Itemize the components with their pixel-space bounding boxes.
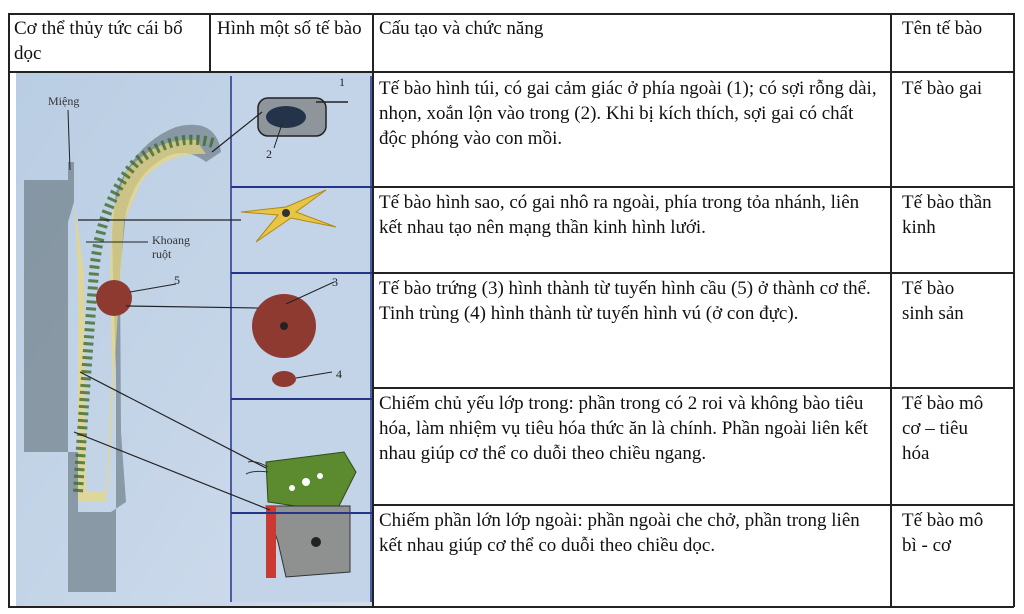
cells-divider-3 <box>231 398 373 400</box>
label-3: 3 <box>332 275 338 289</box>
row-5-desc: Chiếm phần lớn lớp ngoài: phần ngoài che chở, phần trong liên kết nhau giúp cơ thể co duỗi theo chiều dọc. <box>379 510 860 556</box>
label-4: 4 <box>336 367 342 381</box>
cavity-label-1: Khoang <box>152 233 190 247</box>
ovary-gonad <box>96 280 132 316</box>
row-3-desc <box>373 274 888 328</box>
row-divider-1 <box>372 186 1014 188</box>
hydra-illustration <box>16 72 372 606</box>
row-divider-2 <box>372 272 1014 274</box>
row-divider-3 <box>372 387 1014 389</box>
row-1-desc: Tế bào hình túi, có gai cảm giác ở phía ngoài (1); có sợi rỗng dài, nhọn, xoắn lộn vào trong (2). Khi bị kích thích, sợi gai có chất độc phóng vào con mồi. <box>379 78 877 149</box>
row-divider-4 <box>372 504 1014 506</box>
label-1: 1 <box>339 75 345 89</box>
cells-divider-2 <box>231 272 373 274</box>
header-name: Tên tế bào <box>902 18 983 39</box>
sperm-cell <box>272 371 296 387</box>
row-4-desc: Chiếm chủ yếu lớp trong: phần trong có 2 roi và không bào tiêu hóa, làm nhiệm vụ tiêu hóa thức ăn là chính. Phần ngoài liên kết nhau giúp cơ thể co duỗi theo chiều ngang. <box>379 393 868 464</box>
header-divider <box>8 71 1014 73</box>
header-structure: Cấu tạo và chức năng <box>379 18 544 39</box>
row-3-name: Tế bào sinh sản <box>902 278 964 324</box>
header-body: Cơ thể thủy tức cái bổ dọc <box>14 18 183 64</box>
label-5: 5 <box>174 273 180 287</box>
row-2-name: Tế bào thần kinh <box>902 192 992 238</box>
col-divider-2 <box>372 13 374 607</box>
table-border-right <box>1013 13 1015 607</box>
row-4-name: Tế bào mô cơ – tiêu hóa <box>902 393 984 464</box>
row-3-desc-sperm: Tinh trùng (4) hình thành từ tuyến hình vú (ở con đực). <box>379 303 799 324</box>
table-border-left <box>8 13 10 607</box>
cells-divider-1 <box>231 186 373 188</box>
label-2: 2 <box>266 147 272 161</box>
header-shape: Hình một số tế bào <box>217 18 362 39</box>
row-3-desc-egg: Tế bào trứng (3) hình thành từ tuyến hình cầu (5) ở thành cơ thể. <box>379 278 871 299</box>
cells-divider-4 <box>231 512 373 514</box>
cavity-label-2: ruột <box>152 247 172 261</box>
mouth-label: Miệng <box>48 94 80 108</box>
row-5-name: Tế bào mô bì - cơ <box>902 510 984 556</box>
table-border-bottom <box>8 606 1014 608</box>
col-divider-3 <box>890 13 892 607</box>
col-divider-1 <box>209 13 211 72</box>
row-1-name: Tế bào gai <box>902 78 983 99</box>
table-border-top <box>8 13 1014 15</box>
row-2-desc: Tế bào hình sao, có gai nhô ra ngoài, phía trong tỏa nhánh, liên kết nhau tạo nên mạng thần kinh hình lưới. <box>379 192 860 238</box>
